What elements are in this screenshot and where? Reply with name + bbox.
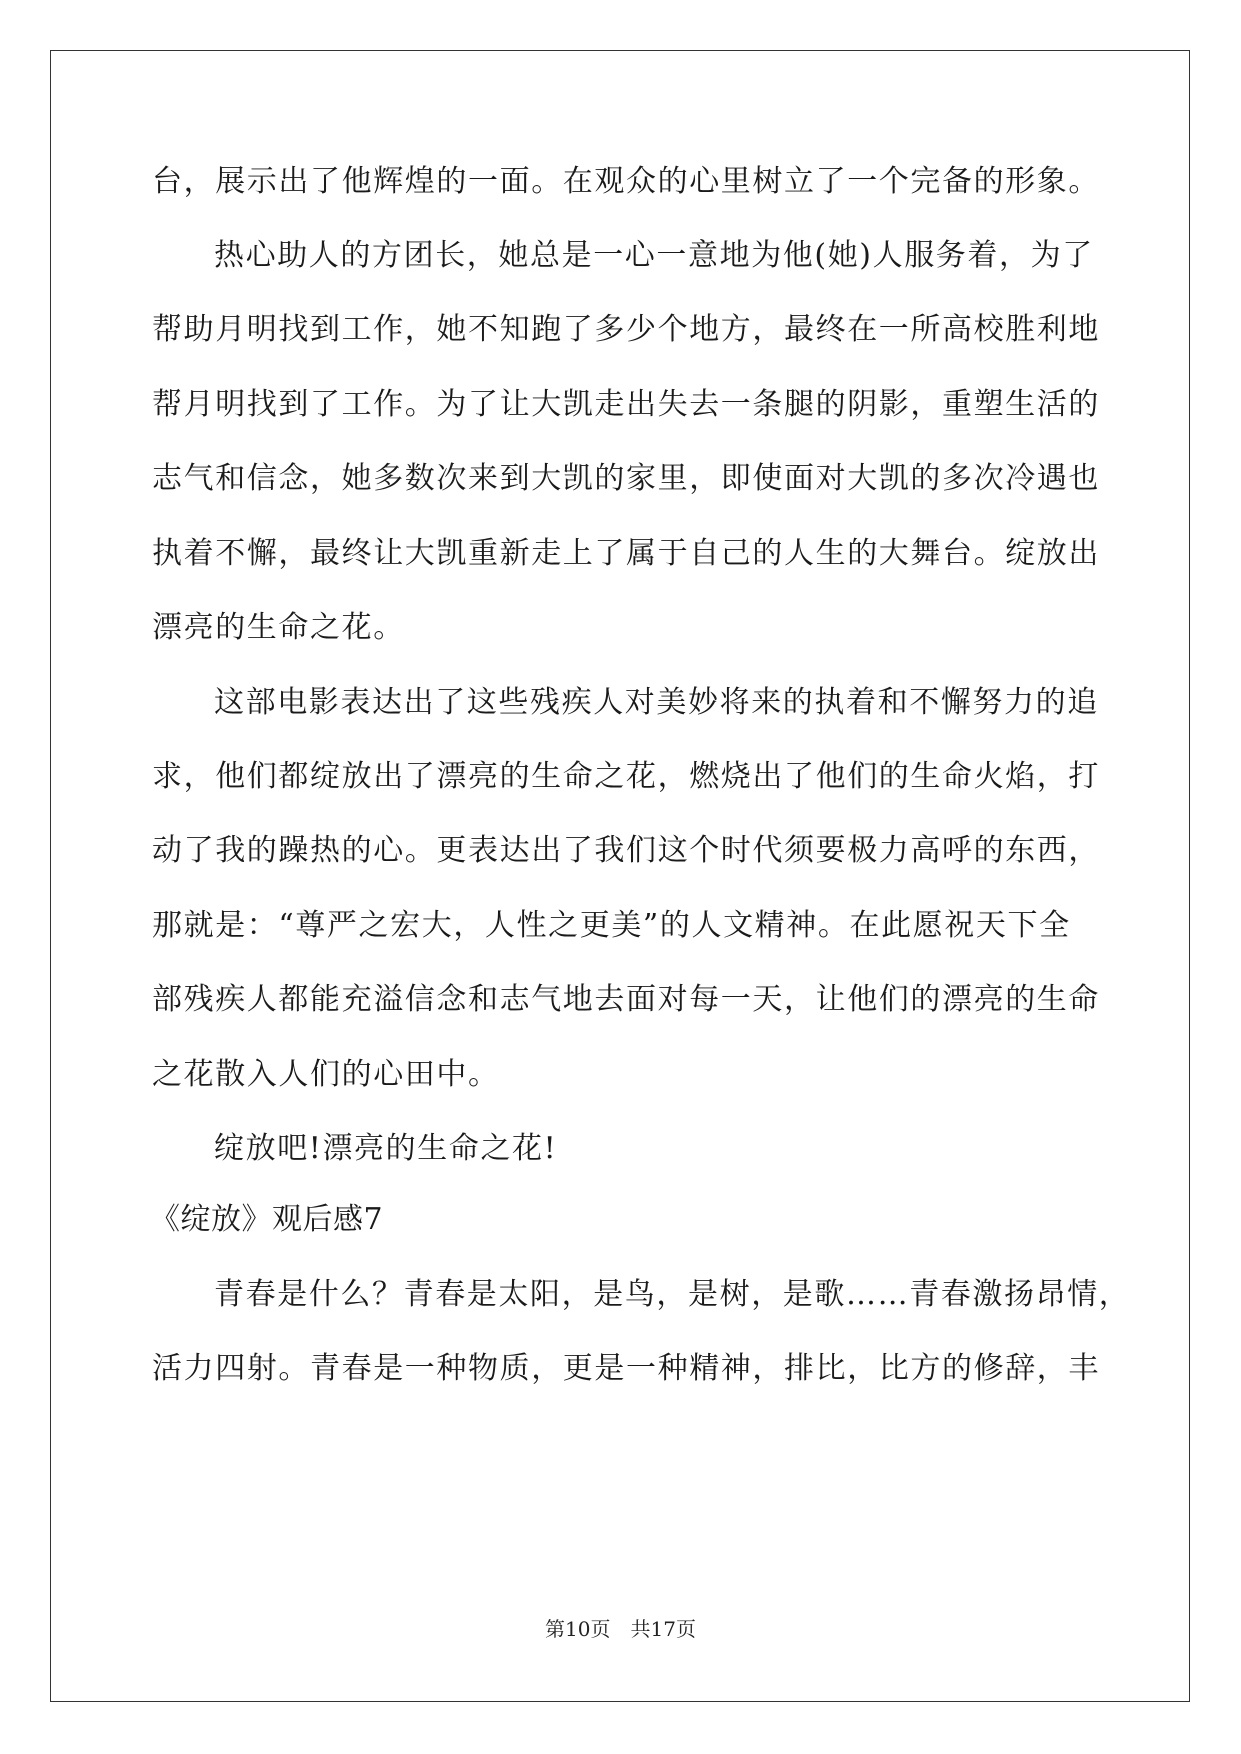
page-border [50, 50, 1190, 1702]
text-line: 之花散入人们的心田中。 [152, 1057, 500, 1092]
page-number-footer: 第10页 共17页 [545, 1617, 696, 1641]
text-line: 台，展示出了他辉煌的一面。在观众的心里树立了一个完备的形象。 [152, 164, 1100, 199]
paragraph-start-line: 绽放吧!漂亮的生命之花! [214, 1131, 558, 1166]
text-line: 帮月明找到了工作。为了让大凯走出失去一条腿的阴影，重塑生活的 [152, 387, 1100, 422]
section-heading: 《绽放》观后感7 [150, 1202, 384, 1237]
text-line: 动了我的躁热的心。更表达出了我们这个时代须要极力高呼的东西， [152, 833, 1100, 868]
text-line: 执着不懈，最终让大凯重新走上了属于自己的人生的大舞台。绽放出 [152, 536, 1100, 571]
text-line: 帮助月明找到工作，她不知跑了多少个地方，最终在一所高校胜利地 [152, 312, 1100, 347]
paragraph-start-line: 热心助人的方团长，她总是一心一意地为他(她)人服务着，为了 [214, 238, 1094, 273]
text-line: 部残疾人都能充溢信念和志气地去面对每一天，让他们的漂亮的生命 [152, 982, 1100, 1017]
text-line: 漂亮的生命之花。 [152, 610, 405, 645]
paragraph-start-line: 这部电影表达出了这些残疾人对美妙将来的执着和不懈努力的追 [214, 685, 1099, 720]
text-line: 志气和信念，她多数次来到大凯的家里，即使面对大凯的多次冷遇也 [152, 461, 1100, 496]
text-line: 求，他们都绽放出了漂亮的生命之花，燃烧出了他们的生命火焰，打 [152, 759, 1100, 794]
paragraph-start-line: 青春是什么？青春是太阳，是鸟，是树，是歌……青春激扬昂情， [214, 1277, 1131, 1312]
text-line: 活力四射。青春是一种物质，更是一种精神，排比，比方的修辞，丰 [152, 1351, 1100, 1386]
text-line: 那就是：“尊严之宏大，人性之更美”的人文精神。在此愿祝天下全 [152, 908, 1071, 943]
